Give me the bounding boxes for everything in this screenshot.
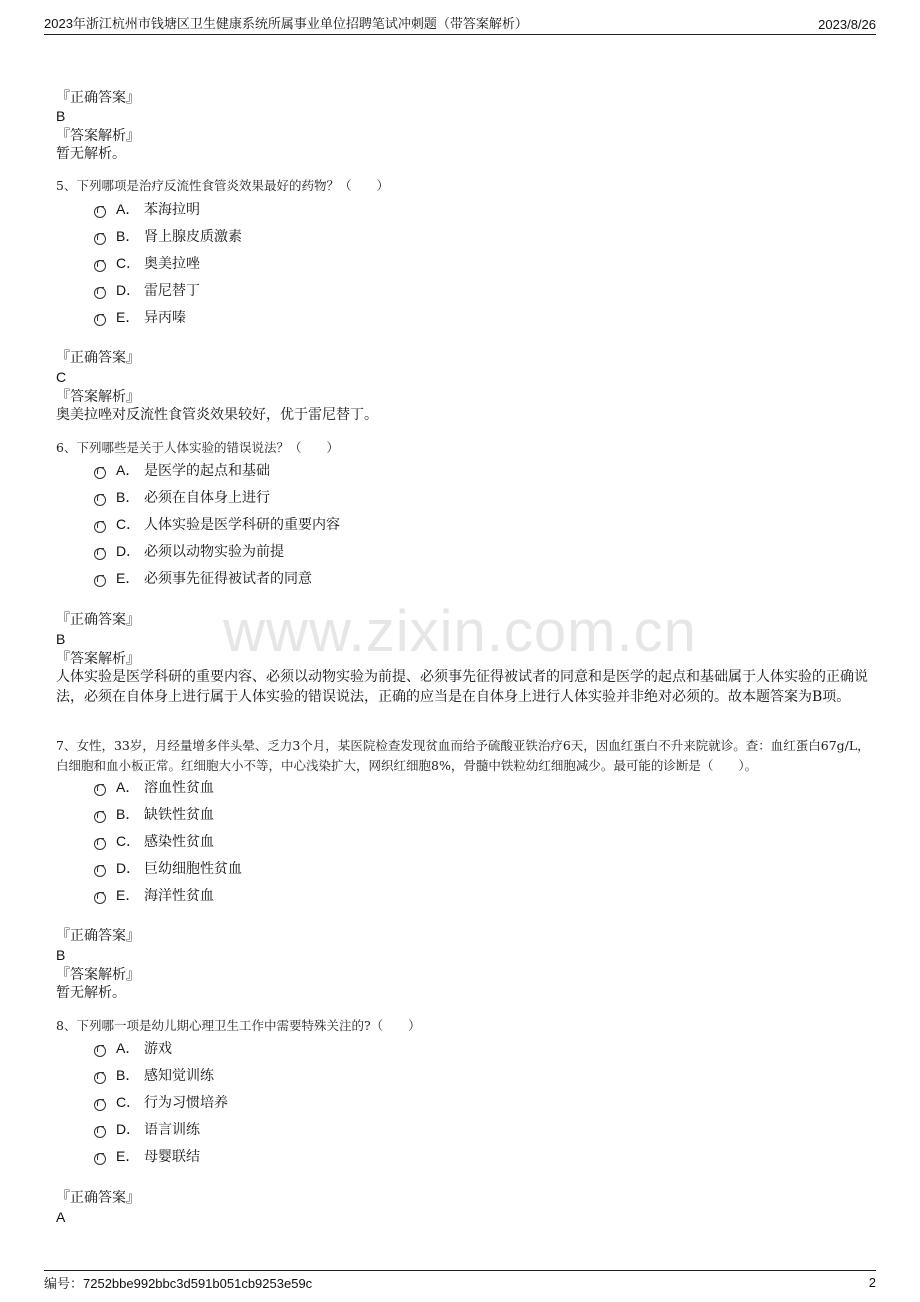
radio-icon[interactable] xyxy=(94,521,106,533)
radio-icon[interactable] xyxy=(94,1126,106,1138)
document-code: 编号：7252bbe992bbc3d591b051cb9253e59c xyxy=(44,1275,313,1291)
radio-icon[interactable] xyxy=(94,1153,106,1165)
answer-label: 『正确答案』 xyxy=(56,1190,140,1206)
page-number: 2 xyxy=(868,1274,876,1290)
answer-value: B xyxy=(56,947,66,963)
radio-icon[interactable] xyxy=(94,260,106,272)
analysis-label: 『答案解析』 xyxy=(56,651,140,667)
question-6-option-d[interactable]: D． 必须以动物实验为前提 xyxy=(94,540,284,562)
radio-icon[interactable] xyxy=(94,287,106,299)
answer-label: 『正确答案』 xyxy=(56,90,140,106)
answer-value: A xyxy=(56,1209,66,1225)
question-5-option-c[interactable]: C． 奥美拉唑 xyxy=(94,252,200,274)
radio-icon[interactable] xyxy=(94,575,106,587)
analysis-text: 人体实验是医学科研的重要内容、必须以动物实验为前提、必须事先征得被试者的同意和是医学的起点和基础属于人体实验的正确说法，必须在自体身上进行属于人体实验的错误说法，正确的应当是在自体身上进行人体实验并非绝对必须的。故本题答案为B项。 xyxy=(56,669,868,705)
question-6-option-e[interactable]: E． 必须事先征得被试者的同意 xyxy=(94,567,312,589)
analysis-text: 奥美拉唑对反流性食管炎效果较好，优于雷尼替丁。 xyxy=(56,407,378,423)
answer-label: 『正确答案』 xyxy=(56,928,140,944)
radio-icon[interactable] xyxy=(94,206,106,218)
answer-value: B xyxy=(56,108,66,124)
question-5-option-a[interactable]: A． 苯海拉明 xyxy=(94,198,200,220)
analysis-label: 『答案解析』 xyxy=(56,128,140,144)
radio-icon[interactable] xyxy=(94,865,106,877)
question-7-option-a[interactable]: A． 溶血性贫血 xyxy=(94,776,214,798)
radio-icon[interactable] xyxy=(94,1099,106,1111)
radio-icon[interactable] xyxy=(94,233,106,245)
analysis-label: 『答案解析』 xyxy=(56,389,140,405)
question-7-option-d[interactable]: D． 巨幼细胞性贫血 xyxy=(94,857,242,879)
analysis-text: 暂无解析。 xyxy=(56,985,126,1001)
question-8-option-c[interactable]: C． 行为习惯培养 xyxy=(94,1091,228,1113)
question-7-option-e[interactable]: E． 海洋性贫血 xyxy=(94,884,214,906)
answer-value: C xyxy=(56,369,67,385)
question-8-option-e[interactable]: E． 母婴联结 xyxy=(94,1145,200,1167)
document-date: 2023/8/26 xyxy=(818,17,876,32)
question-8-option-d[interactable]: D． 语言训练 xyxy=(94,1118,200,1140)
question-7-option-c[interactable]: C． 感染性贫血 xyxy=(94,830,214,852)
answer-label: 『正确答案』 xyxy=(56,612,140,628)
analysis-label: 『答案解析』 xyxy=(56,967,140,983)
radio-icon[interactable] xyxy=(94,892,106,904)
question-5-option-e[interactable]: E． 异丙嗪 xyxy=(94,306,186,328)
question-7-text: 7、女性，33岁，月经量增多伴头晕、乏力3个月，某医院检查发现贫血而给予硫酸亚铁治疗6天，因血红蛋白不升来院就诊。查：血红蛋白67g/L，白细胞和血小板正常。红细胞大小不等，中心浅染扩大，网织红细胞8%，骨髓中铁粒幼红细胞减少。最可能的诊断是（ ）。 xyxy=(56,738,870,773)
question-5-option-d[interactable]: D． 雷尼替丁 xyxy=(94,279,200,301)
question-6-option-b[interactable]: B． 必须在自体身上进行 xyxy=(94,486,270,508)
question-7-option-b[interactable]: B． 缺铁性贫血 xyxy=(94,803,214,825)
question-6-text: 6、下列哪些是关于人体实验的错误说法？（ ） xyxy=(56,440,339,455)
radio-icon[interactable] xyxy=(94,811,106,823)
radio-icon[interactable] xyxy=(94,314,106,326)
page-footer xyxy=(44,1270,876,1293)
radio-icon[interactable] xyxy=(94,1072,106,1084)
radio-icon[interactable] xyxy=(94,494,106,506)
question-6-option-a[interactable]: A． 是医学的起点和基础 xyxy=(94,459,270,481)
document-title: 2023年浙江杭州市钱塘区卫生健康系统所属事业单位招聘笔试冲刺题（带答案解析） xyxy=(44,16,528,31)
question-8-option-b[interactable]: B． 感知觉训练 xyxy=(94,1064,214,1086)
analysis-text: 暂无解析。 xyxy=(56,146,126,162)
page-header xyxy=(44,10,876,35)
radio-icon[interactable] xyxy=(94,838,106,850)
answer-label: 『正确答案』 xyxy=(56,350,140,366)
question-8-option-a[interactable]: A． 游戏 xyxy=(94,1037,172,1059)
radio-icon[interactable] xyxy=(94,784,106,796)
question-5-option-b[interactable]: B． 肾上腺皮质激素 xyxy=(94,225,242,247)
question-6-option-c[interactable]: C． 人体实验是医学科研的重要内容 xyxy=(94,513,340,535)
answer-value: B xyxy=(56,631,66,647)
question-8-text: 8、下列哪一项是幼儿期心理卫生工作中需要特殊关注的?（ ） xyxy=(56,1018,421,1033)
question-5-text: 5、下列哪项是治疗反流性食管炎效果最好的药物？（ ） xyxy=(56,178,389,193)
radio-icon[interactable] xyxy=(94,548,106,560)
radio-icon[interactable] xyxy=(94,467,106,479)
watermark: www.zixin.com.cn xyxy=(223,599,697,664)
radio-icon[interactable] xyxy=(94,1045,106,1057)
